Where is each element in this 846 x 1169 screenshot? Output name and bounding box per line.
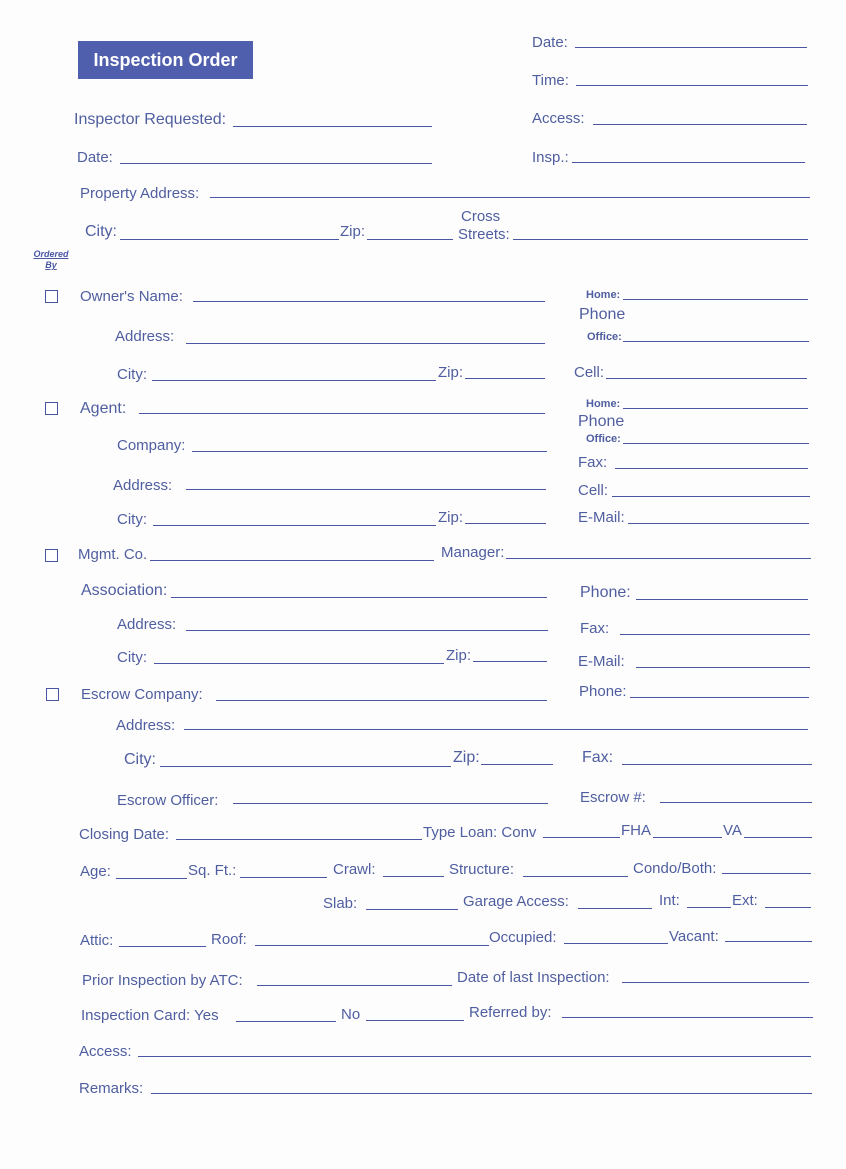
property-city-field[interactable] [120, 239, 339, 240]
mgmt-company-label: Mgmt. Co. [78, 546, 148, 563]
owner-name-field[interactable] [193, 301, 545, 302]
property-zip-label: Zip: [340, 223, 366, 240]
escrow-city-label: City: [124, 751, 156, 768]
escrow-officer-label: Escrow Officer: [117, 792, 219, 809]
vacant-field[interactable] [725, 941, 812, 942]
agent-office-label: Office: [586, 433, 621, 445]
referred-by-field[interactable] [562, 1017, 813, 1018]
association-label: Association: [81, 582, 168, 599]
header-insp-field[interactable] [572, 162, 805, 163]
type-loan-conv-field[interactable] [543, 837, 620, 838]
va-field[interactable] [744, 837, 812, 838]
structure-label: Structure: [449, 861, 515, 878]
roof-label: Roof: [211, 931, 247, 948]
owner-home-label: Home: [586, 289, 621, 301]
garage-access-field[interactable] [578, 908, 652, 909]
mgmt-fax-field[interactable] [620, 634, 810, 635]
agent-name-label: Agent: [80, 400, 127, 417]
escrow-number-field[interactable] [660, 802, 812, 803]
escrow-address-field[interactable] [184, 729, 808, 730]
access-field[interactable] [138, 1056, 811, 1057]
closing-date-label: Closing Date: [79, 826, 170, 843]
date-label: Date: [77, 149, 113, 166]
inspector-requested-field[interactable] [233, 126, 432, 127]
agent-address-label: Address: [113, 477, 173, 494]
date-last-inspection-label: Date of last Inspection: [457, 969, 610, 986]
attic-field[interactable] [119, 946, 206, 947]
structure-field[interactable] [523, 876, 628, 877]
escrow-checkbox[interactable] [46, 688, 59, 701]
owner-name-label: Owner's Name: [80, 288, 183, 305]
owner-phone-label: Phone [579, 306, 626, 323]
mgmt-zip-field[interactable] [473, 661, 547, 662]
mgmt-phone-label: Phone: [580, 584, 631, 601]
agent-home-phone-field[interactable] [623, 408, 808, 409]
inspector-requested-label: Inspector Requested: [74, 111, 227, 128]
header-time-label: Time: [532, 72, 569, 89]
condo-both-field[interactable] [722, 873, 811, 874]
owner-cell-label: Cell: [574, 364, 605, 381]
slab-field[interactable] [366, 909, 458, 910]
form-title: Inspection Order [78, 41, 253, 79]
fha-label: FHA [621, 822, 651, 839]
mgmt-email-field[interactable] [636, 667, 810, 668]
agent-home-label: Home: [586, 398, 621, 410]
mgmt-checkbox[interactable] [45, 549, 58, 562]
agent-checkbox[interactable] [45, 402, 58, 415]
owner-office-phone-field[interactable] [623, 341, 809, 342]
slab-label: Slab: [323, 895, 358, 912]
escrow-address-label: Address: [116, 717, 176, 734]
escrow-zip-field[interactable] [481, 764, 553, 765]
crawl-field[interactable] [383, 876, 444, 877]
agent-phone-label: Phone [578, 413, 625, 430]
access-label: Access: [79, 1043, 132, 1060]
escrow-phone-field[interactable] [630, 697, 809, 698]
crawl-label: Crawl: [333, 861, 376, 878]
cross-label: Cross [461, 208, 501, 225]
remarks-field[interactable] [151, 1093, 812, 1094]
closing-date-field[interactable] [176, 839, 422, 840]
ext-field[interactable] [765, 907, 811, 908]
garage-access-label: Garage Access: [463, 893, 569, 910]
int-label: Int: [659, 892, 680, 909]
escrow-city-field[interactable] [160, 766, 451, 767]
prior-inspection-label: Prior Inspection by ATC: [82, 972, 243, 989]
sqft-field[interactable] [240, 877, 327, 878]
va-label: VA [723, 822, 742, 839]
mgmt-manager-label: Manager: [441, 544, 505, 561]
ordered-by-label: Ordered By [33, 249, 69, 270]
mgmt-fax-label: Fax: [580, 620, 610, 637]
agent-cell-label: Cell: [578, 482, 609, 499]
mgmt-zip-label: Zip: [446, 647, 472, 664]
owner-cell-field[interactable] [606, 378, 807, 379]
prior-inspection-field[interactable] [257, 985, 452, 986]
owner-address-label: Address: [115, 328, 175, 345]
attic-label: Attic: [80, 932, 114, 949]
escrow-fax-label: Fax: [582, 749, 614, 766]
owner-zip-field[interactable] [465, 378, 545, 379]
remarks-label: Remarks: [79, 1080, 144, 1097]
owner-zip-label: Zip: [438, 364, 464, 381]
agent-company-field[interactable] [192, 451, 547, 452]
occupied-label: Occupied: [489, 929, 557, 946]
owner-checkbox[interactable] [45, 290, 58, 303]
inspection-card-no-field[interactable] [366, 1020, 464, 1021]
mgmt-address-label: Address: [117, 616, 177, 633]
mgmt-city-field[interactable] [154, 663, 444, 664]
escrow-number-label: Escrow #: [580, 789, 646, 806]
cross-streets-field[interactable] [513, 239, 808, 240]
property-zip-field[interactable] [367, 239, 453, 240]
mgmt-email-label: E-Mail: [578, 653, 625, 670]
agent-company-label: Company: [117, 437, 186, 454]
header-date-label: Date: [532, 34, 568, 51]
roof-field[interactable] [255, 945, 489, 946]
condo-both-label: Condo/Both: [633, 860, 717, 877]
agent-fax-field[interactable] [615, 468, 808, 469]
escrow-phone-label: Phone: [579, 683, 627, 700]
inspection-card-yes-label: Inspection Card: Yes [81, 1007, 219, 1024]
owner-home-phone-field[interactable] [623, 299, 808, 300]
referred-by-label: Referred by: [469, 1004, 552, 1021]
agent-email-label: E-Mail: [578, 509, 625, 526]
agent-email-field[interactable] [628, 523, 809, 524]
mgmt-phone-field[interactable] [636, 599, 808, 600]
escrow-zip-label: Zip: [453, 749, 480, 766]
agent-cell-field[interactable] [612, 496, 810, 497]
owner-city-label: City: [117, 366, 147, 383]
agent-city-label: City: [117, 511, 147, 528]
header-date-field[interactable] [575, 47, 807, 48]
header-time-field[interactable] [576, 85, 808, 86]
escrow-fax-field[interactable] [622, 764, 812, 765]
header-access-field[interactable] [593, 124, 807, 125]
age-field[interactable] [116, 878, 187, 879]
date-field[interactable] [120, 163, 432, 164]
inspection-card-no-label: No [341, 1006, 361, 1023]
owner-address-field[interactable] [186, 343, 545, 344]
int-field[interactable] [687, 907, 731, 908]
date-last-inspection-field[interactable] [622, 982, 809, 983]
mgmt-address-field[interactable] [186, 630, 548, 631]
mgmt-manager-field[interactable] [506, 558, 811, 559]
agent-office-phone-field[interactable] [623, 443, 809, 444]
header-insp-label: Insp.: [532, 149, 569, 166]
property-address-label: Property Address: [80, 185, 200, 202]
age-label: Age: [80, 863, 111, 880]
sqft-label: Sq. Ft.: [188, 862, 237, 879]
fha-field[interactable] [653, 837, 722, 838]
escrow-company-label: Escrow Company: [81, 686, 203, 703]
owner-city-field[interactable] [152, 380, 436, 381]
ext-label: Ext: [732, 892, 758, 909]
owner-office-label: Office: [587, 331, 622, 343]
agent-name-field[interactable] [139, 413, 545, 414]
agent-zip-field[interactable] [465, 523, 546, 524]
escrow-officer-field[interactable] [233, 803, 548, 804]
header-access-label: Access: [532, 110, 585, 127]
occupied-field[interactable] [564, 943, 668, 944]
property-address-field[interactable] [210, 197, 810, 198]
agent-zip-label: Zip: [438, 509, 464, 526]
mgmt-company-field[interactable] [150, 560, 434, 561]
agent-city-field[interactable] [153, 525, 436, 526]
inspection-card-yes-field[interactable] [236, 1021, 336, 1022]
escrow-company-field[interactable] [216, 700, 547, 701]
streets-label: Streets: [458, 226, 510, 243]
agent-address-field[interactable] [186, 489, 546, 490]
mgmt-city-label: City: [117, 649, 147, 666]
vacant-label: Vacant: [669, 928, 719, 945]
association-field[interactable] [171, 597, 547, 598]
type-loan-conv-label: Type Loan: Conv [423, 824, 537, 841]
property-city-label: City: [85, 223, 117, 240]
agent-fax-label: Fax: [578, 454, 608, 471]
